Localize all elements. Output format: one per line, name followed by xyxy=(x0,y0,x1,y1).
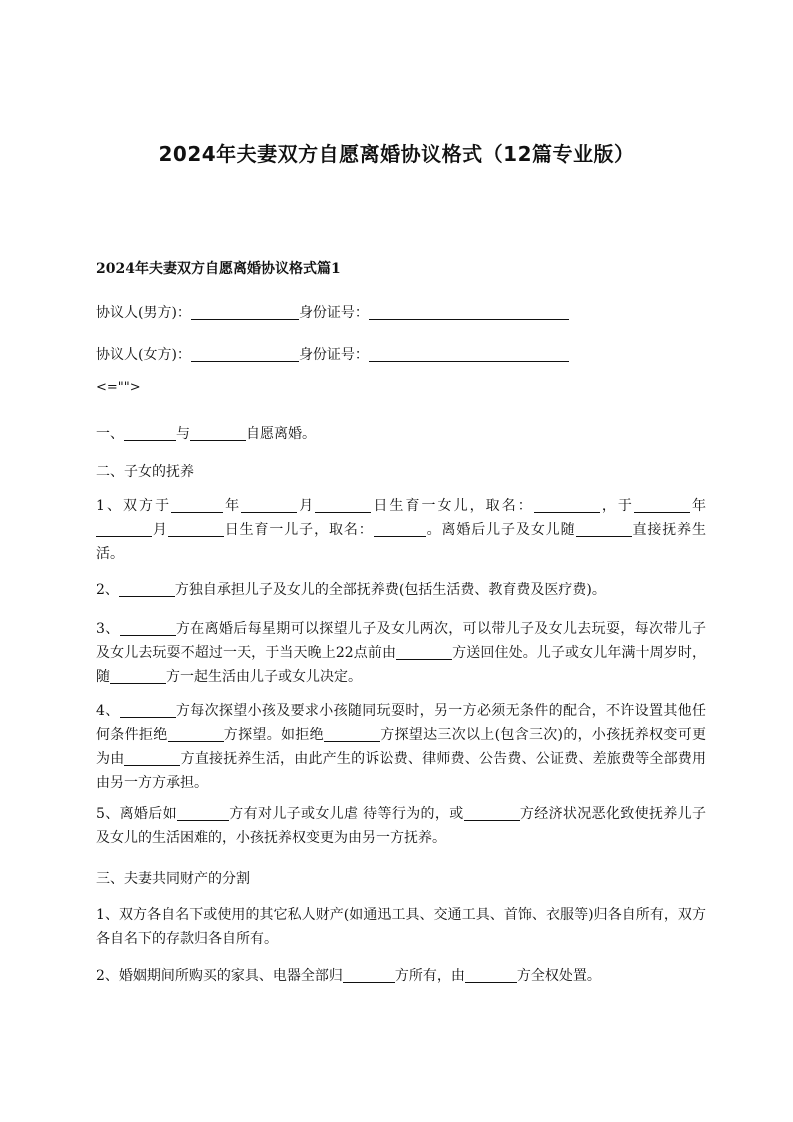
blank xyxy=(374,521,426,537)
blank xyxy=(177,805,229,821)
text: 方全权处置。 xyxy=(516,968,601,984)
text: 自愿离婚。 xyxy=(246,426,316,442)
paragraph-2-2 xyxy=(96,578,706,602)
paragraph-2-5 xyxy=(96,802,706,850)
text: 月 xyxy=(297,498,316,514)
blank xyxy=(168,726,224,742)
text: 直接抚养生活。 xyxy=(96,522,707,562)
blank xyxy=(110,668,166,684)
document-title: 2024年夫妻双方自愿离婚协议格式（12篇专业版） xyxy=(158,142,635,166)
text: 日生育一女儿，取名： xyxy=(371,498,534,514)
id-label: 身份证号： xyxy=(298,305,369,321)
clause-1 xyxy=(96,423,316,443)
paragraph-3-2 xyxy=(96,964,706,988)
blank xyxy=(124,750,180,766)
blank xyxy=(576,521,632,537)
text: 方直接抚养生活，由此产生的诉讼费、律师费、公告费、公证费、差旅费等全部费用由另一方方承担。 xyxy=(96,751,707,791)
blank xyxy=(315,497,371,513)
blank xyxy=(191,346,299,362)
text: 2、婚姻期间所购买的家具、电器全部归 xyxy=(96,968,343,984)
blank xyxy=(120,702,176,718)
text: 月 xyxy=(152,522,168,538)
text: 年 xyxy=(223,498,242,514)
section-2-heading: 二、子女的抚养 xyxy=(96,464,194,480)
text: 方在离婚后每星期可以探望儿子及女儿两次，可以带儿子及女儿去玩耍，每次带儿子及女儿去玩耍不超过一天，于当天晚上22点前由 xyxy=(96,621,706,661)
blank xyxy=(168,521,224,537)
text: 方送回住处。儿子或女儿年满十周岁时，随 xyxy=(96,645,706,685)
blank xyxy=(634,497,690,513)
text: 3、 xyxy=(96,621,120,637)
paragraph-2-3 xyxy=(96,617,706,689)
blank xyxy=(119,581,175,597)
text: 方所有，由 xyxy=(394,968,465,984)
id-label: 身份证号： xyxy=(298,347,369,363)
paragraph-2-4 xyxy=(96,699,706,795)
blank xyxy=(464,805,520,821)
text: 一、 xyxy=(96,426,124,442)
blank xyxy=(369,346,569,362)
text: 2、 xyxy=(96,582,119,598)
blank xyxy=(190,425,246,441)
text: 5、离婚后如 xyxy=(96,806,177,822)
blank xyxy=(124,425,176,441)
text: 方有对儿子或女儿虐 待等行为的，或 xyxy=(228,806,464,822)
party-woman-line xyxy=(96,344,569,364)
blank xyxy=(396,644,452,660)
blank xyxy=(343,967,395,983)
text: 方每次探望小孩及要求小孩随同玩耍时，另一方必须无条件的配合，不许设置其他任何条件拒绝 xyxy=(96,703,706,743)
text: 方一起生活由儿子或女儿决定。 xyxy=(166,669,362,685)
blank xyxy=(241,497,297,513)
text: 日生育一儿子，取名： xyxy=(223,522,374,538)
stray-markup: <=""> xyxy=(96,380,141,395)
blank xyxy=(191,304,299,320)
paragraph-2-1 xyxy=(96,494,706,566)
paragraph-3-1: 1、双方各自名下或使用的其它私人财产(如通迅工具、交通工具、首饰、衣服等)归各自所有，双方各自名下的存款归各自所有。 xyxy=(96,907,706,947)
text: 4、 xyxy=(96,703,120,719)
text: 方探望。如拒绝 xyxy=(223,727,324,743)
section-heading: 2024年夫妻双方自愿离婚协议格式篇1 xyxy=(96,261,341,277)
text: 方独自承担儿子及女儿的全部抚养费(包括生活费、教育费及医疗费)。 xyxy=(174,582,606,598)
blank xyxy=(534,497,600,513)
party-woman-label: 协议人(女方)： xyxy=(96,347,191,363)
blank xyxy=(369,304,569,320)
text: 。离婚后儿子及女儿随 xyxy=(425,522,576,538)
text: 1、双方于 xyxy=(96,498,172,514)
blank xyxy=(324,726,380,742)
blank xyxy=(465,967,517,983)
text: 与 xyxy=(176,426,190,442)
text: 方探望达三次以上(包含三次)的，小孩抚养权变可更为由 xyxy=(96,727,707,767)
section-3-heading: 三、夫妻共同财产的分割 xyxy=(96,871,250,887)
blank xyxy=(96,521,152,537)
party-man-label: 协议人(男方)： xyxy=(96,305,191,321)
text: 年 xyxy=(689,498,707,514)
text: 方经济状况恶化致使抚养儿子及女儿的生活困难的，小孩抚养权变更为由另一方抚养。 xyxy=(96,806,706,846)
text: ，于 xyxy=(599,498,634,514)
party-man-line xyxy=(96,302,569,322)
blank xyxy=(120,620,176,636)
blank xyxy=(171,497,223,513)
